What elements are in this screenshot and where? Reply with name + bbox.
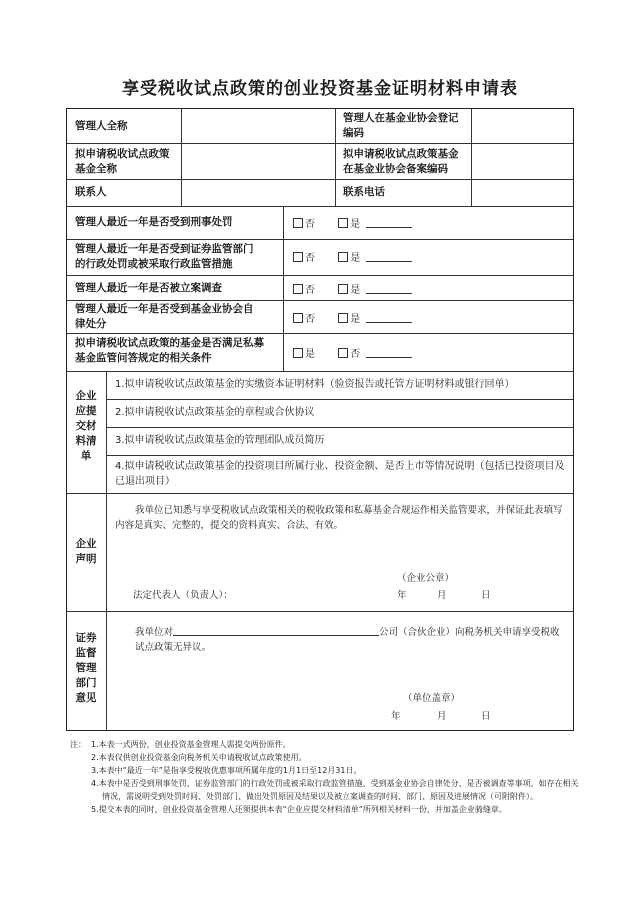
note-item: 4.本表中是否受到刑事处罚、证券监管部门的行政处罚或被采取行政监管措施、受到基金业协会自律处分、是否被调查等事项，如存在相关情况，需说明受到处罚时间、处罚部门、做出处罚原因及结果以及被立案调查的时间、部门、原因及进展情况（可附附件）。 [91, 779, 579, 801]
fill-blank[interactable] [366, 217, 412, 228]
check-question: 管理人最近一年是否受到基金业协会自律处分 [75, 303, 254, 330]
checkbox[interactable] [338, 313, 348, 323]
checkbox[interactable] [293, 284, 303, 294]
application-form [66, 108, 574, 731]
checkbox[interactable] [338, 252, 348, 262]
company-name-blank[interactable] [173, 625, 379, 636]
material-item: 3.拟申请税收试点政策基金的管理团队成员简历 [115, 435, 325, 446]
checkbox[interactable] [338, 218, 348, 228]
regulator-section-label: 证券监督管理部门意见 [75, 632, 97, 704]
fund-name-label: 拟申请税收试点政策基金全称 [75, 148, 170, 175]
regulator-line-1: 我单位对 公司（合伙企业）向税务机关申请享受税收试点政策无异议。 [135, 627, 560, 653]
note-item: 3.本表中“最近一年”是指享受税收优惠事项所属年度的1月1日至12月31日。 [91, 766, 362, 775]
check-option-group: 否 是 [293, 281, 412, 296]
company-seal-label: （企业公章） [397, 573, 455, 584]
check-option-group: 否 是 [293, 249, 412, 264]
check-question: 管理人最近一年是否受到证券监管部门的行政处罚或被采取行政监管措施 [75, 243, 254, 270]
checkbox[interactable] [293, 252, 303, 262]
check-option-group: 是 否 [293, 345, 412, 360]
check-question: 拟申请税收试点政策的基金是否满足私募基金监管问答规定的相关条件 [75, 337, 264, 364]
check-question: 管理人最近一年是否被立案调查 [75, 282, 222, 294]
check-option-group: 否 是 [293, 215, 412, 230]
notes-label: 注： [70, 740, 86, 749]
month-label: 月 [437, 711, 447, 722]
fund-code-label: 拟申请税收试点政策基金在基金业协会备案编码 [343, 148, 459, 175]
month-label: 月 [437, 590, 447, 601]
checkbox[interactable] [293, 218, 303, 228]
fill-blank[interactable] [366, 283, 412, 294]
declaration-text: 我单位已知悉与享受税收试点政策相关的税收政策和私募基金合规运作相关监管要求，并保证此表填写内容是真实、完整的，提交的资料真实、合法、有效。 [115, 505, 563, 531]
material-item: 1.拟申请税收试点政策基金的实缴资本证明材料（验资报告或托管方证明材料或银行回单） [115, 379, 515, 390]
material-item: 4.拟申请税收试点政策基金的投资项目所属行业、投资金额、是否上市等情况说明（包括已投资项目及已退出项目） [115, 461, 565, 487]
fill-blank[interactable] [366, 347, 412, 358]
footnotes [70, 738, 580, 816]
note-item: 5.提交本表的同时，创业投资基金管理人还须提供本表“企业应提交材料清单”所列相关材料一份，并加盖企业骑缝章。 [91, 805, 507, 814]
checkbox[interactable] [338, 348, 348, 358]
day-label: 日 [481, 711, 491, 722]
contact-label: 联系人 [75, 186, 107, 198]
checkbox[interactable] [293, 348, 303, 358]
material-item: 2.拟申请税收试点政策基金的章程或合伙协议 [115, 407, 315, 418]
day-label: 日 [481, 590, 491, 601]
note-item: 2.本表仅供创业投资基金向税务机关申请税收试点政策使用。 [91, 753, 307, 762]
check-question: 管理人最近一年是否受到刑事处罚 [75, 216, 233, 228]
materials-section-label: 企业应提交材料清单 [75, 390, 97, 462]
check-option-group: 否 是 [293, 310, 412, 325]
unit-seal-label: （单位盖章） [403, 693, 461, 704]
checkbox[interactable] [338, 284, 348, 294]
checkbox[interactable] [293, 313, 303, 323]
manager-code-label: 管理人在基金业协会登记编码 [343, 112, 459, 139]
note-item: 1.本表一式两份，创业投资基金管理人需提交两份原件。 [91, 740, 291, 749]
fill-blank[interactable] [366, 312, 412, 323]
manager-name-label: 管理人全称 [75, 120, 128, 132]
year-label: 年 [397, 590, 407, 601]
declaration-section-label: 企业声明 [75, 538, 97, 565]
legal-rep-label: 法定代表人（负责人）： [133, 590, 233, 601]
phone-label: 联系电话 [343, 186, 385, 198]
year-label: 年 [391, 711, 401, 722]
fill-blank[interactable] [366, 251, 412, 262]
form-title: 享受税收试点政策的创业投资基金证明材料申请表 [122, 79, 518, 99]
